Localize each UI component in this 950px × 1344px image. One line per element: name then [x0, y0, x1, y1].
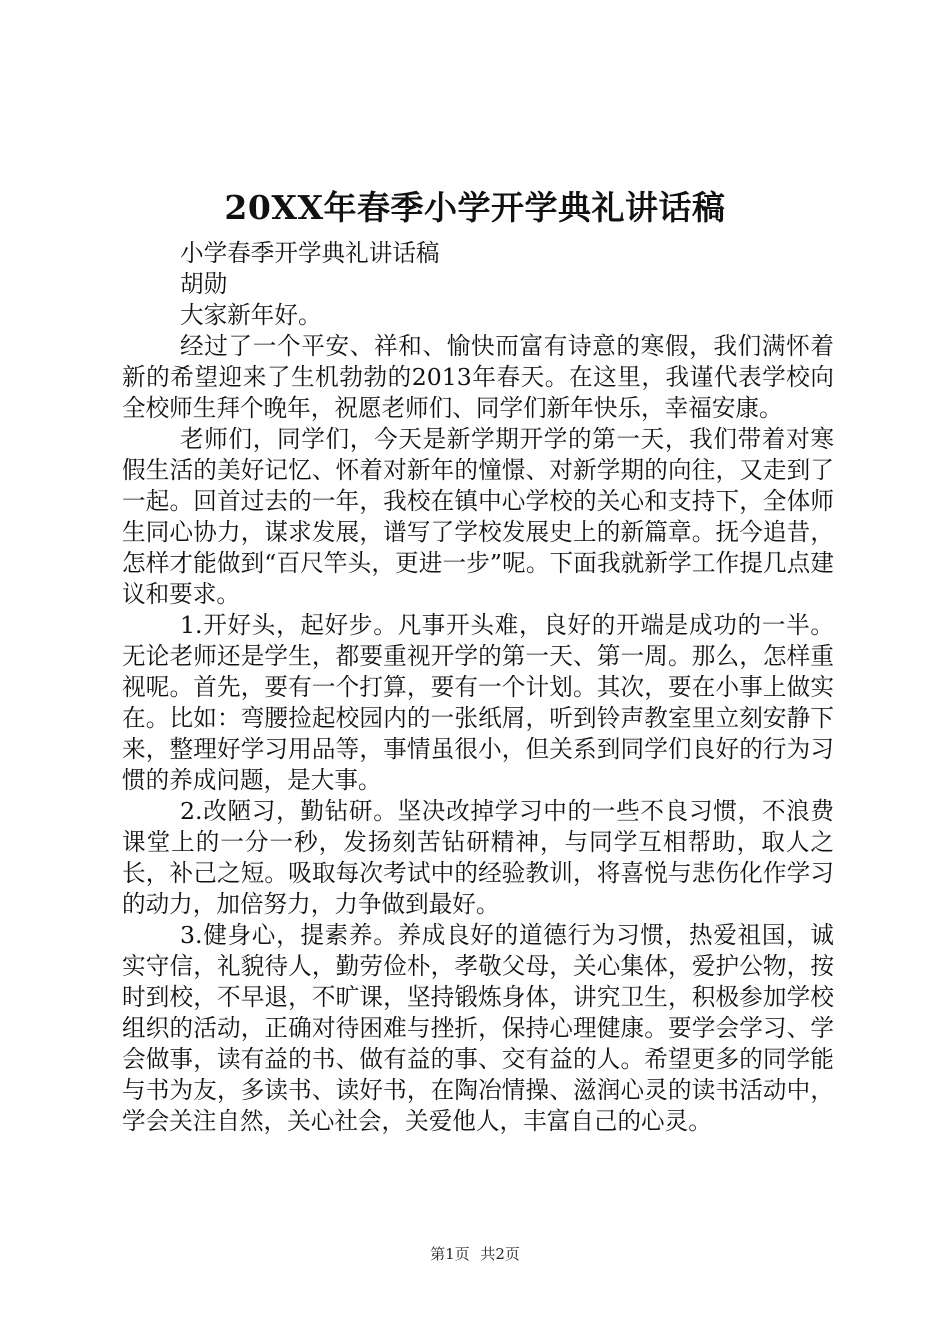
- page-number: 第1页: [430, 1245, 470, 1263]
- page-footer: [0, 1243, 950, 1265]
- paragraph: 3.健身心，提素养。养成良好的道德行为习惯，热爱祖国，诚实守信，礼貌待人，勤劳俭朴，孝敬父母，关心集体，爱护公物，按时到校，不早退，不旷课，坚持锻炼身体，讲究卫生，积极参加学校组织的活动，正确对待困难与挫折，保持心理健康。要学会学习、学会做事，读有益的书、做有益的事、交有益的人。希望更多的同学能与书为友，多读书、读好书，在陶冶情操、滋润心灵的读书活动中，学会关注自然，关心社会，关爱他人，丰富自己的心灵。: [122, 921, 834, 1135]
- paragraph: 1.开好头，起好步。凡事开头难，良好的开端是成功的一半。无论老师还是学生，都要重视开学的第一天、第一周。那么，怎样重视呢。首先，要有一个打算，要有一个计划。其次，要在小事上做实在。比如：弯腰捡起校园内的一张纸屑，听到铃声教室里立刻安静下来，整理好学习用品等，事情虽很小，但关系到同学们良好的行为习惯的养成问题，是大事。: [122, 611, 834, 794]
- paragraph: 老师们，同学们，今天是新学期开学的第一天，我们带着对寒假生活的美好记忆、怀着对新年的憧憬、对新学期的向往，又走到了一起。回首过去的一年，我校在镇中心学校的关心和支持下，全体师生同心协力，谋求发展，谱写了学校发展史上的新篇章。抚今追昔，怎样才能做到“百尺竿头，更进一步”呢。下面我就新学工作提几点建议和要求。: [122, 425, 834, 608]
- paragraph: 经过了一个平安、祥和、愉快而富有诗意的寒假，我们满怀着新的希望迎来了生机勃勃的2013年春天。在这里，我谨代表学校向全校师生拜个晚年，祝愿老师们、同学们新年快乐，幸福安康。: [122, 332, 834, 422]
- greeting: 大家新年好。: [180, 301, 322, 329]
- page-total: 共2页: [480, 1245, 520, 1263]
- author-name: 胡勋: [180, 270, 228, 298]
- subtitle: 小学春季开学典礼讲话稿: [180, 239, 440, 267]
- document-body: [122, 238, 834, 1137]
- page-title: 20XX年春季小学开学典礼讲话稿: [224, 188, 726, 227]
- paragraph: 2.改陋习，勤钻研。坚决改掉学习中的一些不良习惯，不浪费课堂上的一分一秒，发扬刻苦钻研精神，与同学互相帮助，取人之长，补己之短。吸取每次考试中的经验教训，将喜悦与悲伤化作学习的动力，加倍努力，力争做到最好。: [122, 797, 834, 918]
